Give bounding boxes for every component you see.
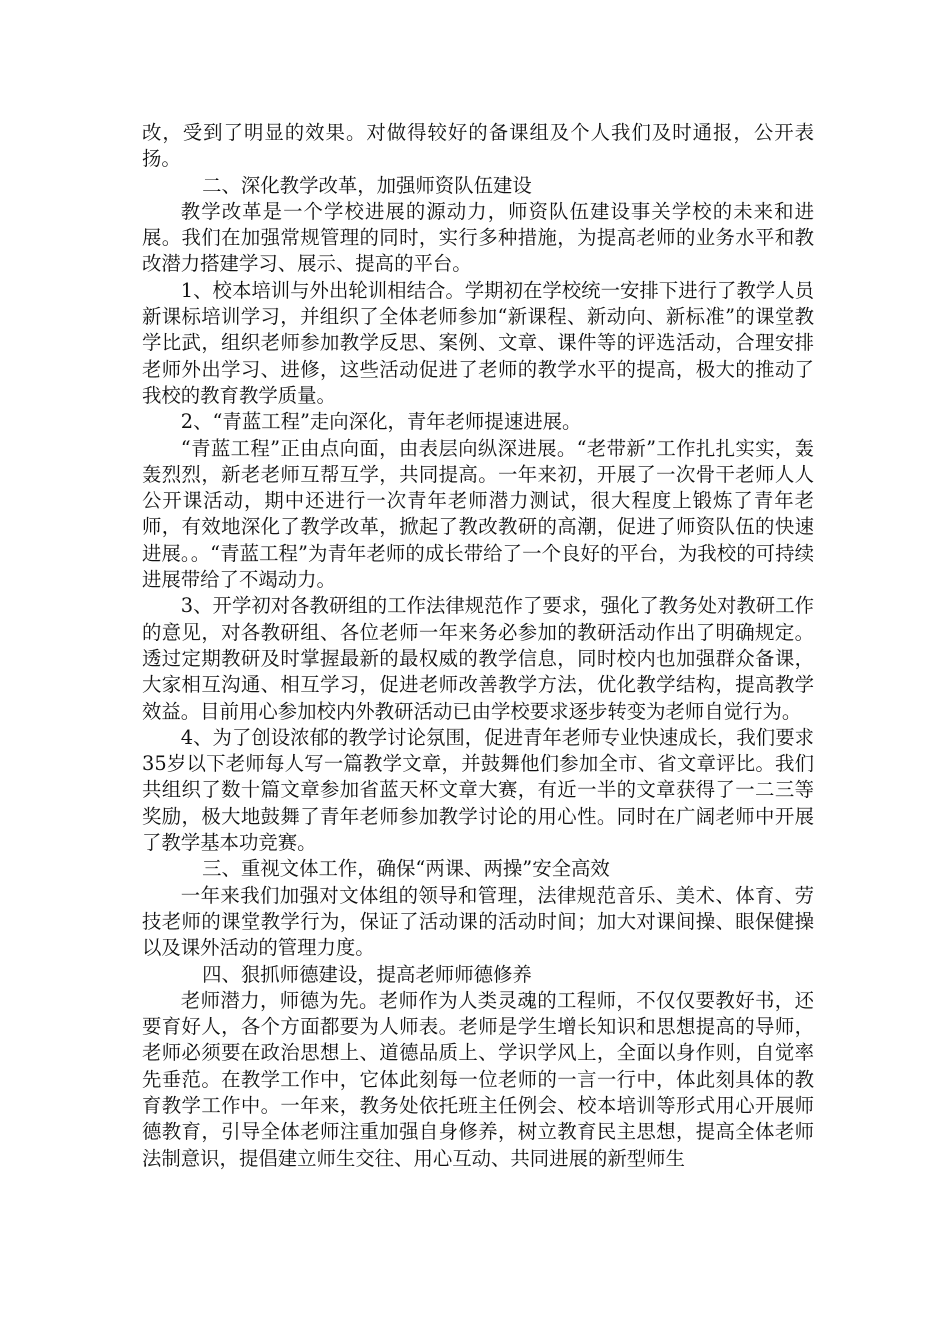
paragraph-item-1: 1、校本培训与外出轮训相结合。学期初在学校统一安排下进行了教学人员新课标培训学习，并组织了全体老师参加“新课程、新动向、新标准”的课堂教学比武，组织老师参加教学反思、案例、文章、课件等的评选活动，合理安排老师外出学习、进修，这些活动促进了老师的教学水平的提高，极大的推动了我校的教育教学质量。 xyxy=(142,278,814,407)
paragraph-item-2: 2、“青蓝工程”走向深化，青年老师提速进展。 xyxy=(180,410,582,434)
section-heading-3: 三、重视文体工作，确保“两课、两操”安全高效 xyxy=(202,857,610,881)
paragraph-item-4: 4、为了创设浓郁的教学讨论氛围，促进青年老师专业快速成长，我们要求35岁以下老师每人写一篇教学文章，并鼓舞他们参加全市、省文章评比。我们共组织了数十篇文章参加省蓝天杯文章大赛，有近一半的文章获得了一二三等奖励，极大地鼓舞了青年老师参加教学讨论的用心性。同时在广阔老师中开展了教学基本功竞赛。 xyxy=(142,725,814,855)
paragraph-sports-culture: 一年来我们加强对文体组的领导和管理，法律规范音乐、美术、体育、劳技老师的课堂教学行为，保证了活动课的活动时间；加大对课间操、眼保健操以及课外活动的管理力度。 xyxy=(142,883,814,960)
document-page xyxy=(142,120,814,1172)
paragraph-teaching-reform: 教学改革是一个学校进展的源动力，师资队伍建设事关学校的未来和进展。我们在加强常规管理的同时，实行多种措施，为提高老师的业务水平和教改潜力搭建学习、展示、提高的平台。 xyxy=(142,199,814,276)
paragraph-teacher-ethics: 老师潜力，师德为先。老师作为人类灵魂的工程师，不仅仅要教好书，还要育好人，各个方面都要为人师表。老师是学生增长知识和思想提高的导师，老师必须要在政治思想上、道德品质上、学识学风上，全面以身作则，自觉率先垂范。在教学工作中，它体此刻每一位老师的一言一行中，体此刻具体的教育教学工作中。一年来，教务处依托班主任例会、校本培训等形式用心开展师德教育，引导全体老师注重加强自身修养，树立教育民主思想，提高全体老师法制意识，提倡建立师生交往、用心互动、共同进展的新型师生 xyxy=(142,988,814,1170)
paragraph-continuation: 改，受到了明显的效果。对做得较好的备课组及个人我们及时通报，公开表扬。 xyxy=(142,121,814,171)
section-heading-4: 四、狠抓师德建设，提高老师师德修养 xyxy=(202,962,532,986)
section-heading-2: 二、深化教学改革，加强师资队伍建设 xyxy=(202,173,532,197)
paragraph-item-3: 3、开学初对各教研组的工作法律规范作了要求，强化了教务处对教研工作的意见，对各教研组、各位老师一年来务必参加的教研活动作出了明确规定。透过定期教研及时掌握最新的最权威的教学信息，同时校内也加强群众备课，大家相互沟通、相互学习，促进老师改善教学方法，优化教学结构，提高教学效益。目前用心参加校内外教研活动已由学校要求逐步转变为老师自觉行为。 xyxy=(142,594,814,723)
paragraph-qinglan-project: “青蓝工程”正由点向面，由表层向纵深进展。“老带新”工作扎扎实实，轰轰烈烈，新老老师互帮互学，共同提高。一年来初，开展了一次骨干老师人人公开课活动，期中还进行一次青年老师潜力测试，很大程度上锻炼了青年老师，有效地深化了教学改革，掀起了教改教研的高潮，促进了师资队伍的快速进展。。“青蓝工程”为青年老师的成长带给了一个良好的平台，为我校的可持续进展带给了不竭动力。 xyxy=(142,436,814,592)
